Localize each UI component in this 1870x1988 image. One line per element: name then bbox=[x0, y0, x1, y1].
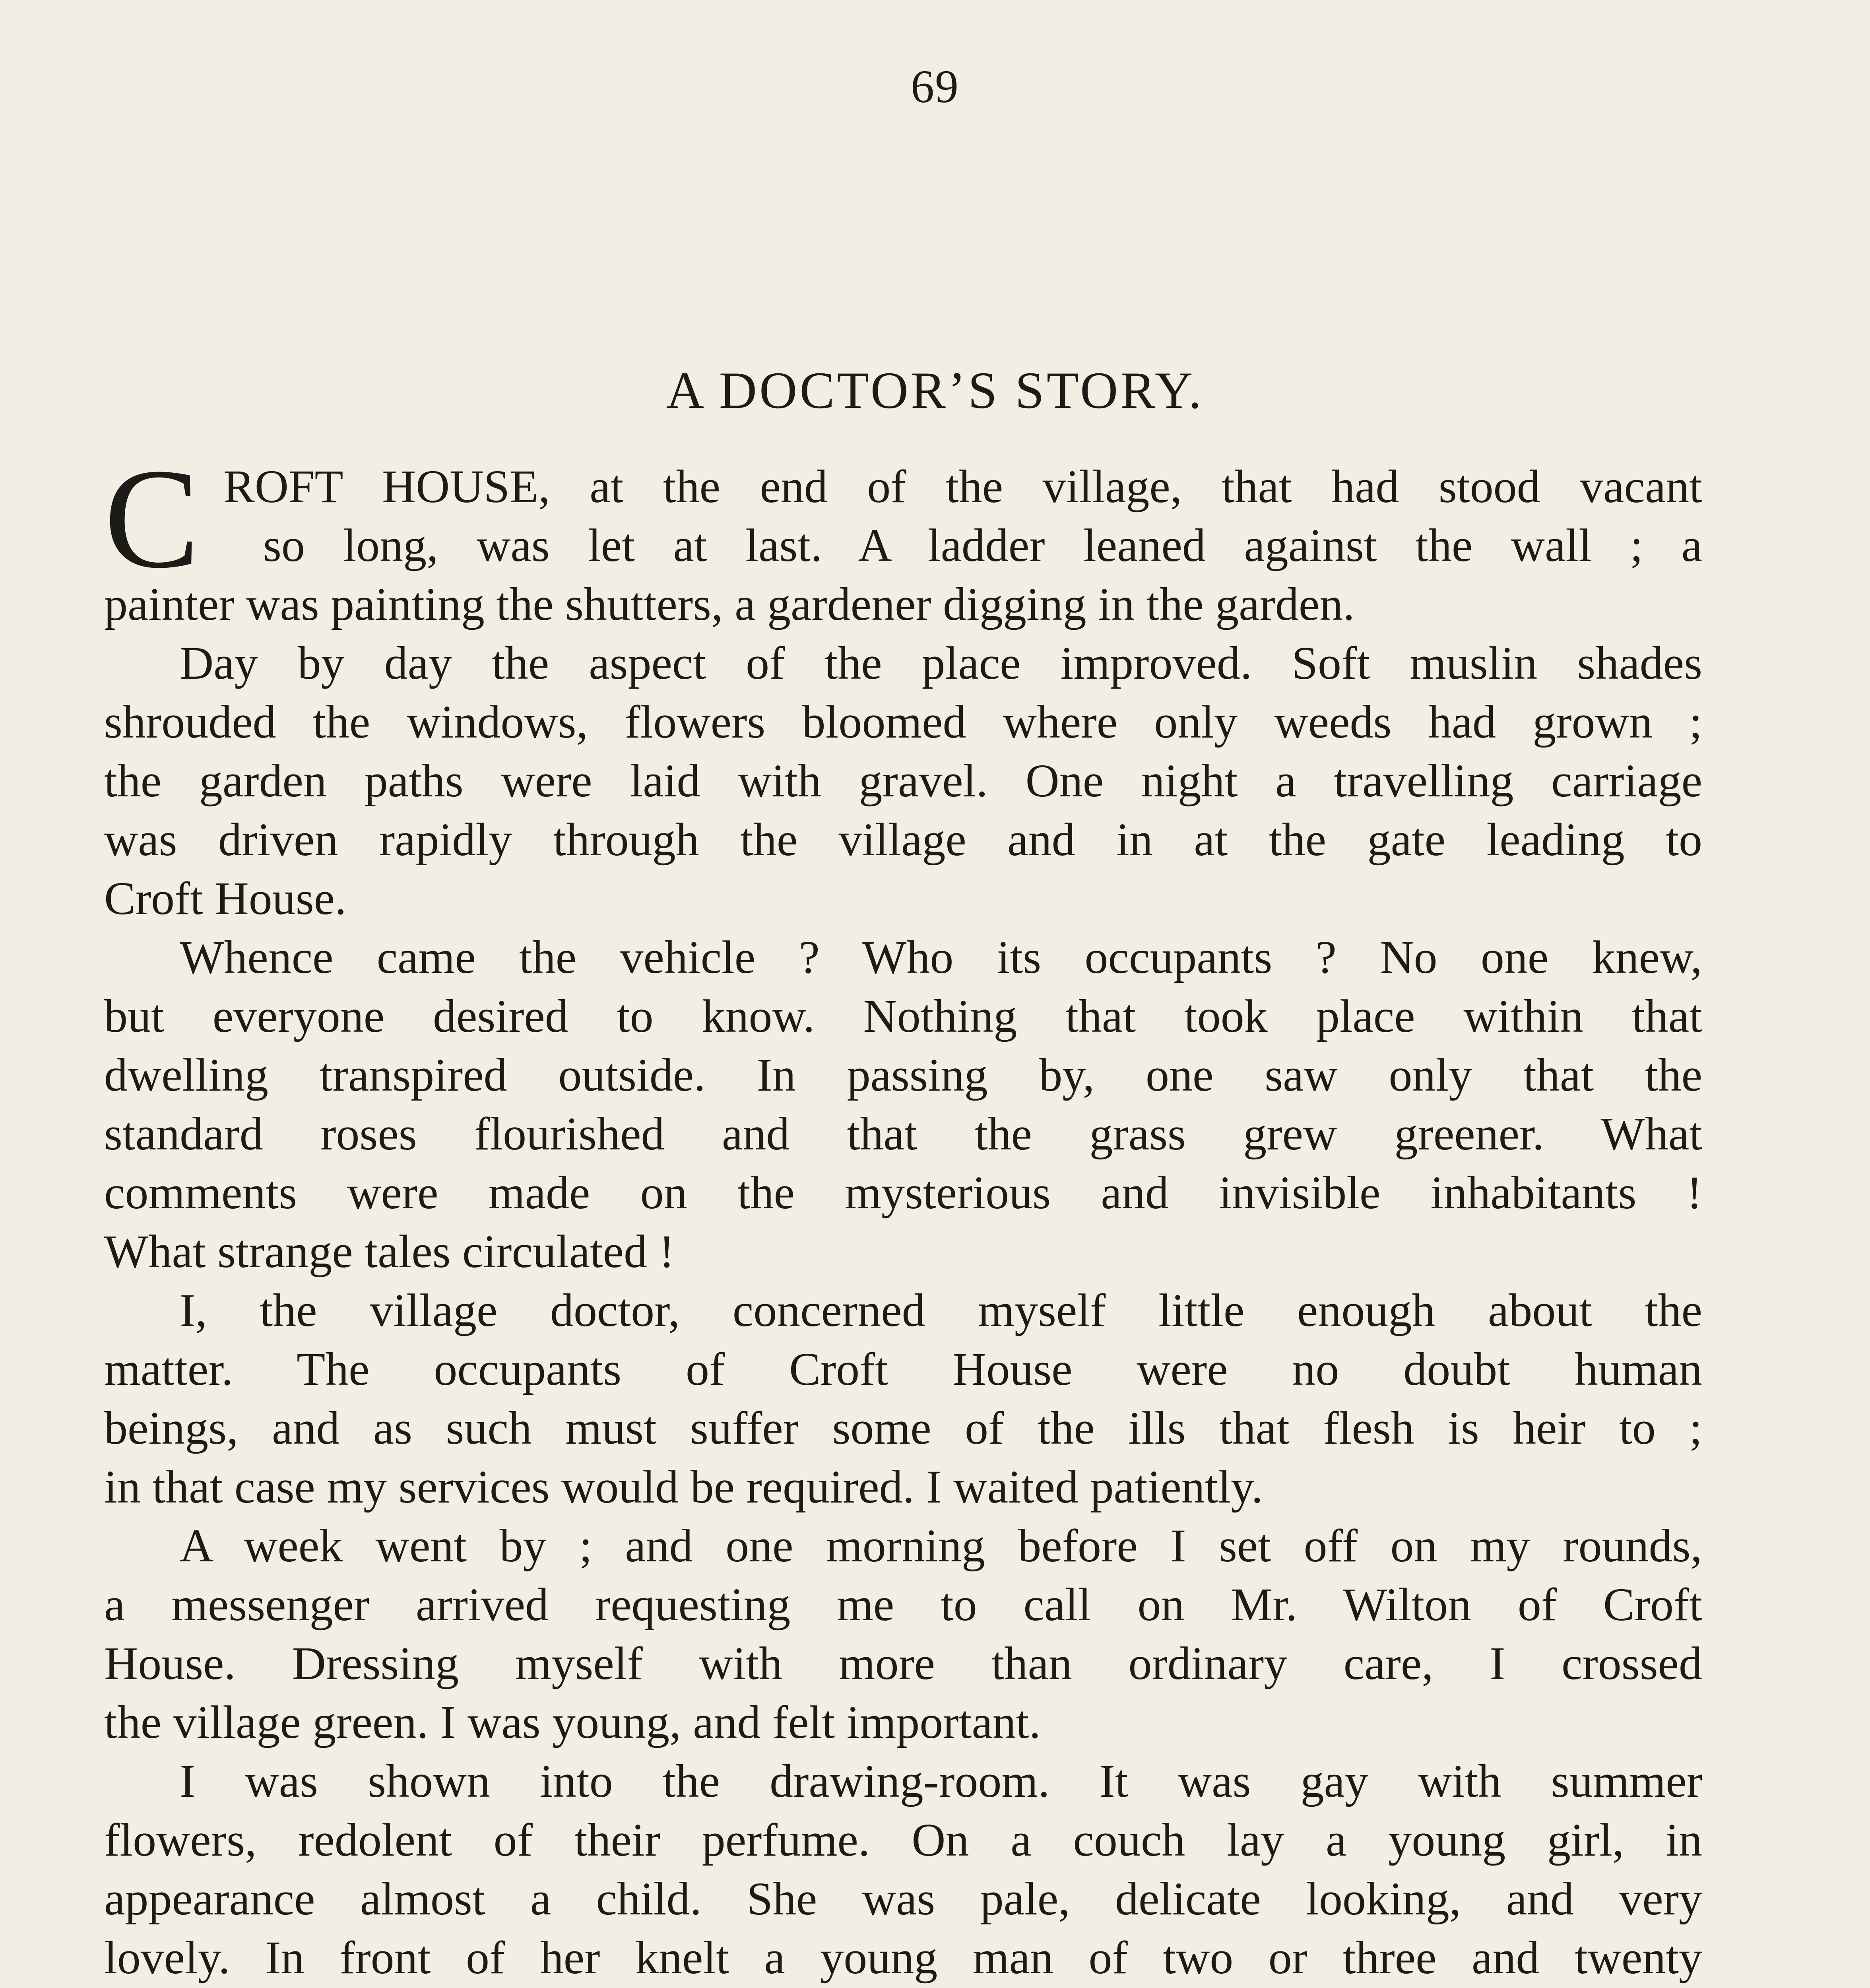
text-line: was driven rapidly through the village and in at the gate leading to bbox=[104, 813, 1702, 866]
text-line: I was shown into the drawing-room. It was gay with summer bbox=[180, 1755, 1702, 1807]
text-line: dwelling transpired outside. In passing by, one saw only that the bbox=[104, 1049, 1702, 1101]
text-line: painter was painting the shutters, a gardener digging in the garden. bbox=[104, 578, 1355, 630]
text-line: What strange tales circulated ! bbox=[104, 1225, 675, 1277]
text-line: Whence came the vehicle ? Who its occupants ? No one knew, bbox=[180, 931, 1702, 983]
text-line: I, the village doctor, concerned myself little enough about the bbox=[180, 1284, 1702, 1336]
text-line: in that case my services would be required. I waited patiently. bbox=[104, 1461, 1263, 1513]
text-line: shrouded the windows, flowers bloomed where only weeds had grown ; bbox=[104, 696, 1702, 748]
text-line: a messenger arrived requesting me to call on Mr. Wilton of Croft bbox=[104, 1578, 1702, 1631]
page-number: 69 bbox=[911, 60, 959, 113]
text-line: so long, was let at last. A ladder leaned against the wall ; a bbox=[263, 519, 1702, 571]
text-line: flowers, redolent of their perfume. On a couch lay a young girl, in bbox=[104, 1814, 1702, 1866]
text-line: Croft House. bbox=[104, 872, 347, 924]
text-line: ROFT HOUSE, at the end of the village, that had stood vacant bbox=[223, 460, 1702, 513]
text-line: the garden paths were laid with gravel. One night a travelling carriage bbox=[104, 755, 1702, 807]
text-line: Day by day the aspect of the place improved. Soft muslin shades bbox=[180, 637, 1702, 689]
story-body bbox=[104, 439, 1702, 1988]
drop-cap: C bbox=[104, 439, 200, 598]
text-line: the village green. I was young, and felt important. bbox=[104, 1696, 1041, 1748]
text-line: beings, and as such must suffer some of the ills that flesh is heir to ; bbox=[104, 1402, 1702, 1454]
text-line: House. Dressing myself with more than ordinary care, I crossed bbox=[104, 1637, 1702, 1689]
text-line: standard roses flourished and that the grass grew greener. What bbox=[104, 1108, 1702, 1160]
text-line: appearance almost a child. She was pale, delicate looking, and very bbox=[104, 1873, 1702, 1925]
text-line: comments were made on the mysterious and invisible inhabitants ! bbox=[104, 1167, 1702, 1219]
text-line: matter. The occupants of Croft House were no doubt human bbox=[104, 1343, 1702, 1395]
text-line: lovely. In front of her knelt a young man of two or three and twenty bbox=[104, 1932, 1702, 1984]
text-line: A week went by ; and one morning before I set off on my rounds, bbox=[180, 1520, 1702, 1572]
story-title: A DOCTOR’S STORY. bbox=[666, 361, 1204, 419]
text-line: but everyone desired to know. Nothing that took place within that bbox=[104, 990, 1702, 1042]
